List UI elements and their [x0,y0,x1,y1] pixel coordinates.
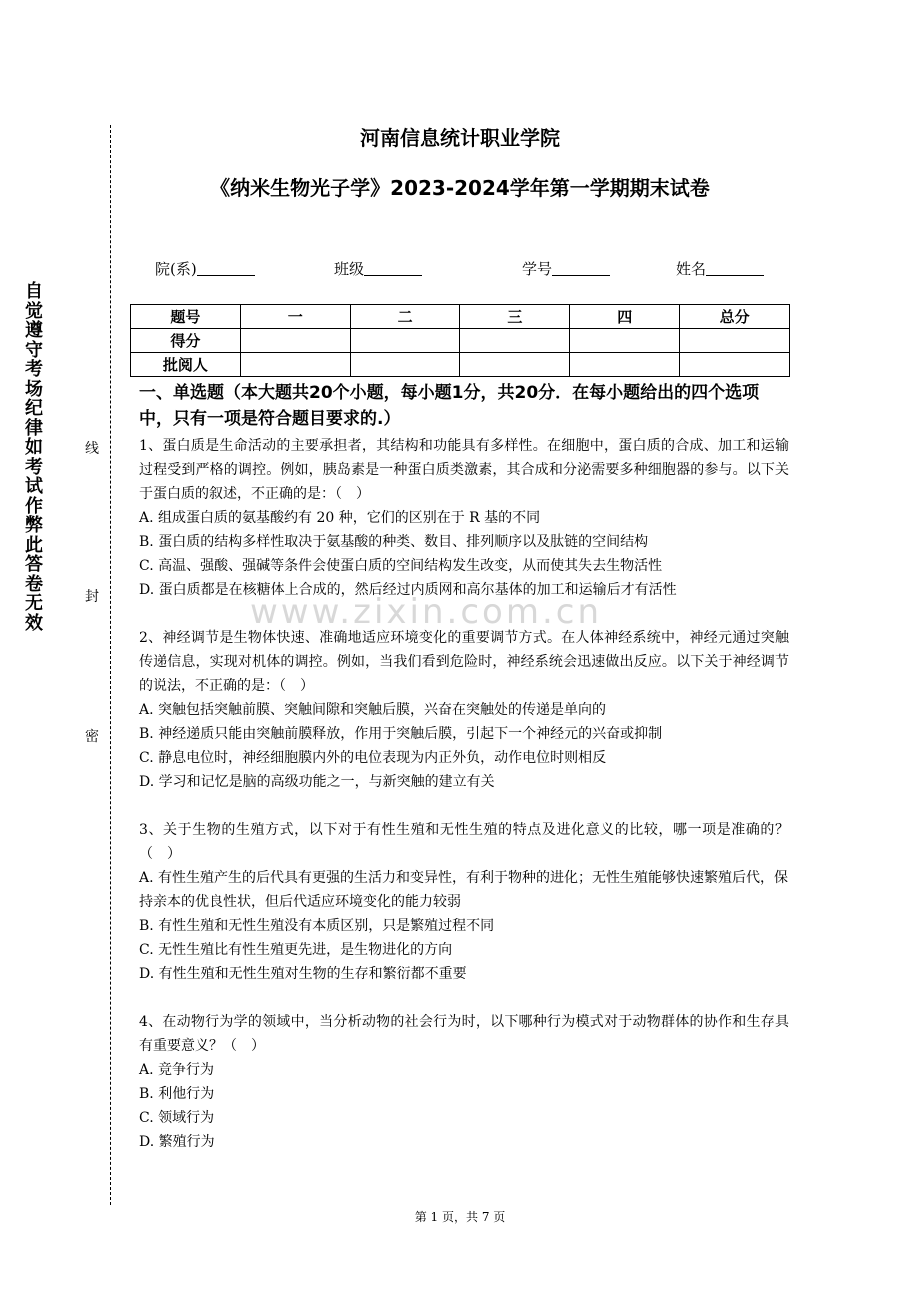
college-field [155,258,255,279]
reviewer-cell [460,353,570,377]
score-table-header-row [131,305,790,329]
option-a: A. 有性生殖产生的后代具有更强的生活力和变异性，有利于物种的进化；无性生殖能够快速繁殖后代，保持亲本的优良性状，但后代适应环境变化的能力较弱 [139,870,789,910]
class-field [334,258,422,279]
question-stem: 3、关于生物的生殖方式，以下对于有性生殖和无性生殖的特点及进化意义的比较，哪一项是准确的？（ ） [139,822,789,862]
score-cell [460,329,570,353]
option-a: A. 组成蛋白质的氨基酸约有 20 种，它们的区别在于 R 基的不同 [139,510,541,526]
question-1 [139,434,789,602]
exam-title: 《纳米生物光子学》2023-2024学年第一学期期末试卷 [210,176,710,200]
student-id-blank [552,260,610,276]
exam-discipline-notice: 自觉遵守考场纪律如考试作弊此答卷无效 [25,281,43,634]
reviewer-cell [570,353,680,377]
option-c: C. 高温、强酸、强碱等条件会使蛋白质的空间结构发生改变，从而使其失去生物活性 [139,558,663,574]
watermark: www.zixin.com.cn [250,592,602,632]
school-name: 河南信息统计职业学院 [360,126,560,150]
option-a: A. 突触包括突触前膜、突触间隙和突触后膜，兴奋在突触处的传递是单向的 [139,702,607,718]
question-4 [139,1010,789,1154]
student-id-label: 学号 [522,260,553,278]
reviewer-cell [680,353,790,377]
option-a: A. 竞争行为 [139,1062,215,1078]
score-table [130,304,790,377]
option-b: B. 蛋白质的结构多样性取决于氨基酸的种类、数目、排列顺序以及肽链的空间结构 [139,534,649,550]
option-d: D. 繁殖行为 [139,1134,215,1150]
score-row [131,329,790,353]
seal-label-seal: 封 [81,586,103,606]
option-d: D. 学习和记忆是脑的高级功能之一，与新突触的建立有关 [139,774,495,790]
question-2 [139,626,789,794]
option-c: C. 领域行为 [139,1110,215,1126]
page-footer: 第 1 页，共 7 页 [414,1210,506,1224]
score-row-label: 得分 [131,329,241,353]
class-blank [364,260,422,276]
score-header-cell: 总分 [680,305,790,329]
name-field [676,258,764,279]
score-header-cell: 三 [460,305,570,329]
score-cell [240,329,350,353]
class-label: 班级 [334,260,365,278]
question-stem: 1、蛋白质是生命活动的主要承担者，其结构和功能具有多样性。在细胞中，蛋白质的合成、加工和运输过程受到严格的调控。例如，胰岛素是一种蛋白质类激素，其合成和分泌需要多种细胞器的参与。以下关于蛋白质的叙述，不正确的是：（ ） [139,438,789,502]
seal-label-secret: 密 [81,726,103,746]
question-3 [139,818,789,986]
seal-label-line: 线 [81,438,103,458]
exam-content [139,378,789,1178]
reviewer-row [131,353,790,377]
section-heading: 一、单选题（本大题共20个小题，每小题1分，共20分．在每小题给出的四个选项中，只有一项是符合题目要求的.） [139,383,760,429]
question-stem: 4、在动物行为学的领域中，当分析动物的社会行为时，以下哪种行为模式对于动物群体的协作和生存具有重要意义？（ ） [139,1014,789,1054]
option-d: D. 蛋白质都是在核糖体上合成的，然后经过内质网和高尔基体的加工和运输后才有活性 [139,582,677,598]
question-stem: 2、神经调节是生物体快速、准确地适应环境变化的重要调节方式。在人体神经系统中，神经元通过突触传递信息，实现对机体的调控。例如，当我们看到危险时，神经系统会迅速做出反应。以下关于神经调节的说法，不正确的是：（ ） [139,630,789,694]
score-header-cell: 一 [240,305,350,329]
student-id-field [522,258,610,279]
reviewer-row-label: 批阅人 [131,353,241,377]
binding-dashed-line [110,125,111,1205]
score-cell [570,329,680,353]
score-header-cell: 题号 [131,305,241,329]
score-header-cell: 四 [570,305,680,329]
option-b: B. 利他行为 [139,1086,215,1102]
option-b: B. 神经递质只能由突触前膜释放，作用于突触后膜，引起下一个神经元的兴奋或抑制 [139,726,663,742]
name-label: 姓名 [676,260,707,278]
option-c: C. 无性生殖比有性生殖更先进，是生物进化的方向 [139,942,453,958]
option-c: C. 静息电位时，神经细胞膜内外的电位表现为内正外负，动作电位时则相反 [139,750,607,766]
option-b: B. 有性生殖和无性生殖没有本质区别，只是繁殖过程不同 [139,918,495,934]
college-label: 院(系) [155,260,197,278]
option-d: D. 有性生殖和无性生殖对生物的生存和繁衍都不重要 [139,966,467,982]
score-cell [680,329,790,353]
reviewer-cell [350,353,460,377]
name-blank [706,260,764,276]
college-blank [197,260,255,276]
score-header-cell: 二 [350,305,460,329]
score-cell [350,329,460,353]
reviewer-cell [240,353,350,377]
